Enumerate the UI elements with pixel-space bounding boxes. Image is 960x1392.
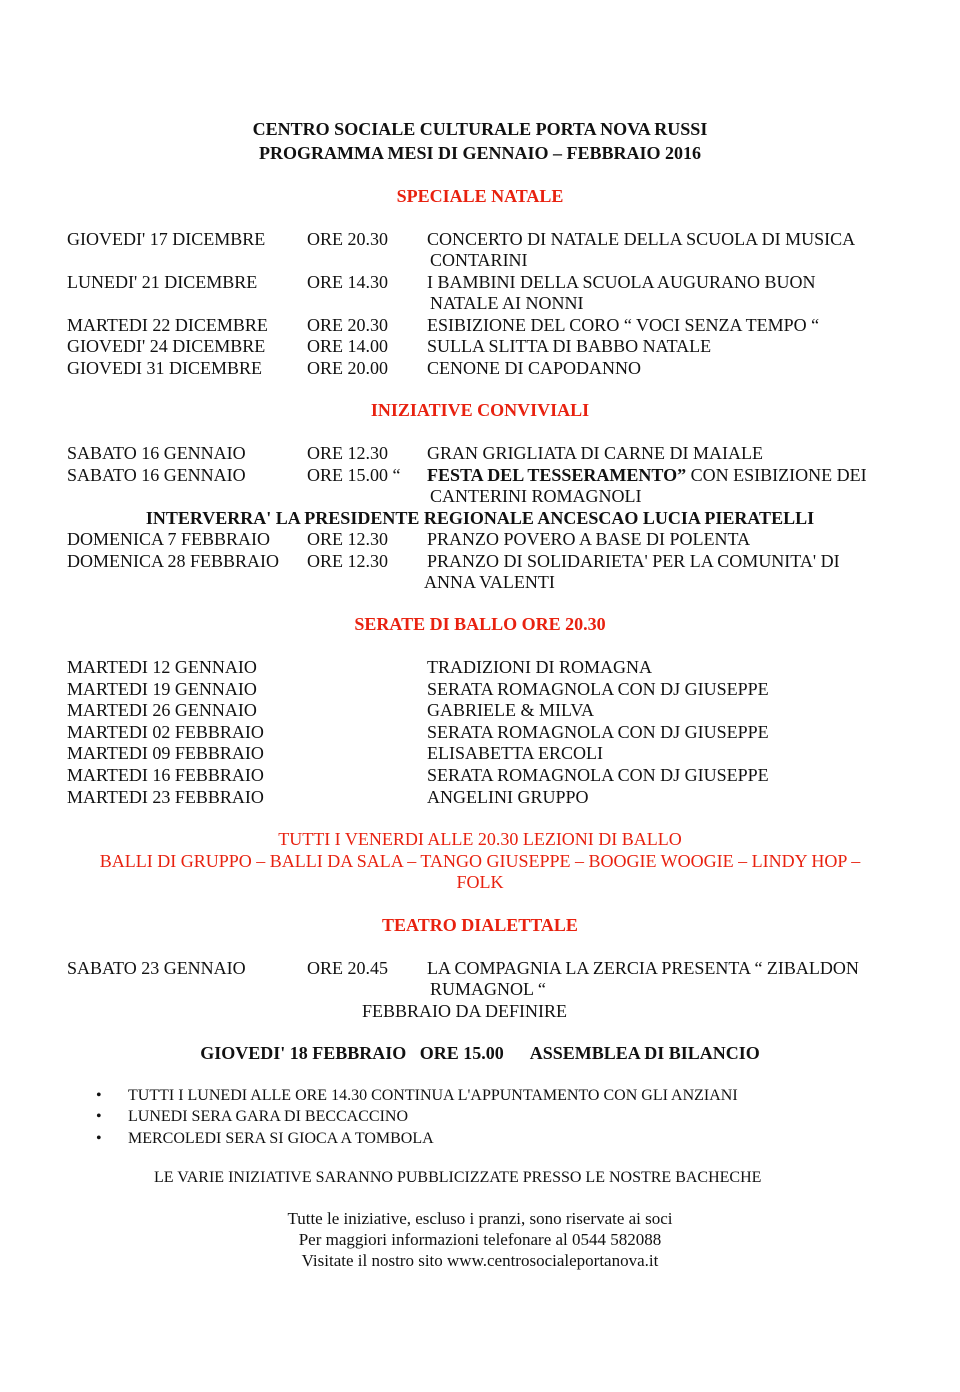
ballo-day: MARTEDI 26 GENNAIO <box>67 700 257 720</box>
conviviali-day: DOMENICA 7 FEBBRAIO <box>67 529 271 549</box>
natale-event-cont: CONTARINI <box>430 250 528 270</box>
conviviali-event: PRANZO DI SOLIDARIETA' PER LA COMUNITA' DI <box>427 551 840 571</box>
page-subtitle: PROGRAMMA MESI DI GENNAIO – FEBBRAIO 2016 <box>258 143 702 163</box>
lessons-line-3: FOLK <box>456 872 504 892</box>
natale-time: ORE 14.00 <box>307 336 388 356</box>
natale-day: GIOVEDI' 17 DICEMBRE <box>67 229 266 249</box>
bullet-dot: • <box>96 1108 102 1125</box>
natale-day: LUNEDI' 21 DICEMBRE <box>67 272 258 292</box>
footer-phone: Per maggiori informazioni telefonare al 0544 582088 <box>298 1230 662 1249</box>
page-title: CENTRO SOCIALE CULTURALE PORTA NOVA RUSSI <box>252 119 708 139</box>
section-heading-natale: SPECIALE NATALE <box>396 186 564 206</box>
natale-event: I BAMBINI DELLA SCUOLA AUGURANO BUON <box>427 272 816 292</box>
bacheche-note: LE VARIE INIZIATIVE SARANNO PUBBLICIZZATE PRESSO LE NOSTRE BACHECHE <box>154 1169 762 1186</box>
conviviali-time: ORE 12.30 <box>307 529 388 549</box>
ballo-day: MARTEDI 09 FEBBRAIO <box>67 743 264 763</box>
ballo-event: TRADIZIONI DI ROMAGNA <box>427 657 652 677</box>
natale-day: GIOVEDI' 24 DICEMBRE <box>67 336 266 356</box>
section-heading-ballo: SERATE DI BALLO ORE 20.30 <box>354 614 606 634</box>
ballo-day: MARTEDI 19 GENNAIO <box>67 679 257 699</box>
conviviali-event <box>427 464 867 486</box>
teatro-day: SABATO 23 GENNAIO <box>67 958 246 978</box>
teatro-time: ORE 20.45 <box>307 958 388 978</box>
ballo-day: MARTEDI 16 FEBBRAIO <box>67 765 264 785</box>
bullet-dot: • <box>96 1130 102 1147</box>
natale-day: GIOVEDI 31 DICEMBRE <box>67 358 262 378</box>
conviviali-event: PRANZO POVERO A BASE DI POLENTA <box>427 529 751 549</box>
ballo-event: SERATA ROMAGNOLA CON DJ GIUSEPPE <box>427 722 769 742</box>
teatro-febbraio: FEBBRAIO DA DEFINIRE <box>362 1001 568 1021</box>
lessons-line-2: BALLI DI GRUPPO – BALLI DA SALA – TANGO GIUSEPPE – BOOGIE WOOGIE – LINDY HOP – <box>99 851 861 871</box>
conviviali-event: GRAN GRIGLIATA DI CARNE DI MAIALE <box>427 443 764 463</box>
tesseramento-label: FESTA DEL TESSERAMENTO” <box>427 465 687 485</box>
tesseramento-rest: CON ESIBIZIONE DEI <box>686 465 867 485</box>
ballo-event: GABRIELE & MILVA <box>427 700 595 720</box>
natale-event-cont: NATALE AI NONNI <box>430 293 584 313</box>
conviviali-day: DOMENICA 28 FEBBRAIO <box>67 551 280 571</box>
conviviali-day: SABATO 16 GENNAIO <box>67 443 246 463</box>
natale-event: ESIBIZIONE DEL CORO “ VOCI SENZA TEMPO “ <box>427 315 820 335</box>
conviviali-time: ORE 12.30 <box>307 443 388 463</box>
natale-time: ORE 20.30 <box>307 229 388 249</box>
lessons-line-1: TUTTI I VENERDI ALLE 20.30 LEZIONI DI BALLO <box>278 829 682 849</box>
conviviali-event-cont: CANTERINI ROMAGNOLI <box>430 486 642 506</box>
natale-event: CENONE DI CAPODANNO <box>427 358 641 378</box>
ballo-event: ANGELINI GRUPPO <box>427 787 589 807</box>
ballo-day: MARTEDI 12 GENNAIO <box>67 657 257 677</box>
bullet-item: TUTTI I LUNEDI ALLE ORE 14.30 CONTINUA L'APPUNTAMENTO CON GLI ANZIANI <box>128 1087 738 1104</box>
conviviali-time: ORE 12.30 <box>307 551 388 571</box>
teatro-event-cont: RUMAGNOL “ <box>430 979 546 999</box>
presidente-note: INTERVERRA' LA PRESIDENTE REGIONALE ANCESCAO LUCIA PIERATELLI <box>145 508 815 528</box>
section-heading-conviviali: INIZIATIVE CONVIVIALI <box>370 400 590 420</box>
teatro-event: LA COMPAGNIA LA ZERCIA PRESENTA “ ZIBALDON <box>427 958 859 978</box>
ballo-event: SERATA ROMAGNOLA CON DJ GIUSEPPE <box>427 679 769 699</box>
section-heading-teatro: TEATRO DIALETTALE <box>382 915 578 935</box>
footer-soci: Tutte le iniziative, escluso i pranzi, sono riservate ai soci <box>287 1209 673 1228</box>
bullet-dot: • <box>96 1087 102 1104</box>
natale-event: SULLA SLITTA DI BABBO NATALE <box>427 336 712 356</box>
conviviali-day: SABATO 16 GENNAIO <box>67 465 246 485</box>
footer-website: Visitate il nostro sito www.centrosocialeportanova.it <box>301 1251 659 1270</box>
ballo-event: SERATA ROMAGNOLA CON DJ GIUSEPPE <box>427 765 769 785</box>
bullet-item: MERCOLEDI SERA SI GIOCA A TOMBOLA <box>128 1130 434 1147</box>
conviviali-event-cont: ANNA VALENTI <box>424 572 555 592</box>
ballo-event: ELISABETTA ERCOLI <box>427 743 604 763</box>
ballo-day: MARTEDI 02 FEBBRAIO <box>67 722 264 742</box>
natale-time: ORE 20.00 <box>307 358 388 378</box>
assemblea-line: GIOVEDI' 18 FEBBRAIO ORE 15.00 ASSEMBLEA DI BILANCIO <box>200 1043 760 1063</box>
natale-event: CONCERTO DI NATALE DELLA SCUOLA DI MUSICA <box>427 229 856 249</box>
natale-time: ORE 20.30 <box>307 315 388 335</box>
conviviali-time: ORE 15.00 “ <box>307 465 401 485</box>
natale-time: ORE 14.30 <box>307 272 388 292</box>
ballo-day: MARTEDI 23 FEBBRAIO <box>67 787 264 807</box>
bullet-item: LUNEDI SERA GARA DI BECCACCINO <box>128 1108 409 1125</box>
natale-day: MARTEDI 22 DICEMBRE <box>67 315 268 335</box>
